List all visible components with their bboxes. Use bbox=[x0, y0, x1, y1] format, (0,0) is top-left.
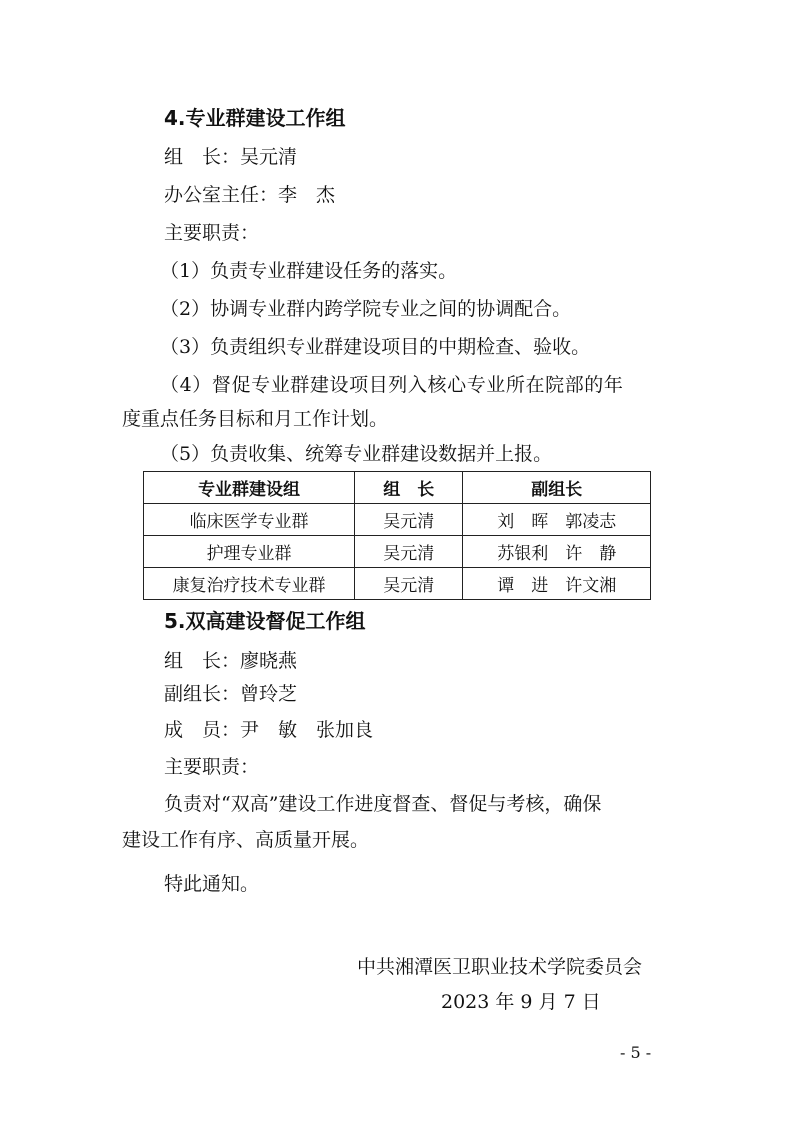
signature-organization: 中共湘潭医卫职业技术学院委员会 bbox=[357, 956, 643, 978]
table-cell-group: 护理专业群 bbox=[144, 536, 355, 568]
table-cell-leader: 吴元清 bbox=[355, 504, 463, 536]
table-header-row bbox=[144, 472, 651, 504]
section-4-duty-2: （2）协调专业群内跨学院专业之间的协调配合。 bbox=[160, 298, 572, 320]
group-table bbox=[143, 471, 651, 600]
page-number: - 5 - bbox=[620, 1043, 652, 1062]
table-cell-group: 康复治疗技术专业群 bbox=[144, 568, 355, 600]
section-4-duty-1: （1）负责专业群建设任务的落实。 bbox=[160, 260, 458, 282]
section-5-duty-line-1: 负责对“双高”建设工作进度督查、督促与考核，确保 bbox=[164, 793, 602, 815]
section-4-duties-label: 主要职责： bbox=[164, 222, 260, 244]
table-cell-leader: 吴元清 bbox=[355, 568, 463, 600]
section-5-duties-label: 主要职责： bbox=[164, 756, 260, 778]
section-5-heading: 5.双高建设督促工作组 bbox=[164, 609, 366, 633]
section-5-members: 成 员：尹 敏 张加良 bbox=[164, 719, 374, 741]
table-cell-deputy: 谭 进 许文湘 bbox=[463, 568, 651, 600]
section-4-duty-4-cont: 度重点任务目标和月工作计划。 bbox=[122, 408, 389, 430]
closing-text: 特此通知。 bbox=[164, 873, 260, 895]
section-5-deputy: 副组长：曾玲芝 bbox=[164, 683, 298, 705]
table-header-group: 专业群建设组 bbox=[144, 472, 355, 504]
table-header-deputy: 副组长 bbox=[463, 472, 651, 504]
table-cell-leader: 吴元清 bbox=[355, 536, 463, 568]
section-4-duty-4: （4）督促专业群建设项目列入核心专业所在院部的年 bbox=[160, 374, 624, 396]
table-row bbox=[144, 568, 651, 600]
table-cell-deputy: 苏银利 许 静 bbox=[463, 536, 651, 568]
table-row bbox=[144, 536, 651, 568]
table-row bbox=[144, 504, 651, 536]
section-4-duty-3: （3）负责组织专业群建设项目的中期检查、验收。 bbox=[160, 336, 591, 358]
section-4-leader: 组 长：吴元清 bbox=[164, 146, 298, 168]
section-4-heading: 4.专业群建设工作组 bbox=[164, 106, 346, 130]
section-4-duty-5: （5）负责收集、统筹专业群建设数据并上报。 bbox=[160, 443, 553, 465]
table-header-leader: 组 长 bbox=[355, 472, 463, 504]
section-4-office-director: 办公室主任：李 杰 bbox=[164, 184, 336, 206]
section-5-duty-line-2: 建设工作有序、高质量开展。 bbox=[122, 829, 370, 851]
table-cell-deputy: 刘 晖 郭凌志 bbox=[463, 504, 651, 536]
signature-date: 2023 年 9 月 7 日 bbox=[441, 991, 601, 1013]
table-cell-group: 临床医学专业群 bbox=[144, 504, 355, 536]
section-5-leader: 组 长：廖晓燕 bbox=[164, 650, 298, 672]
